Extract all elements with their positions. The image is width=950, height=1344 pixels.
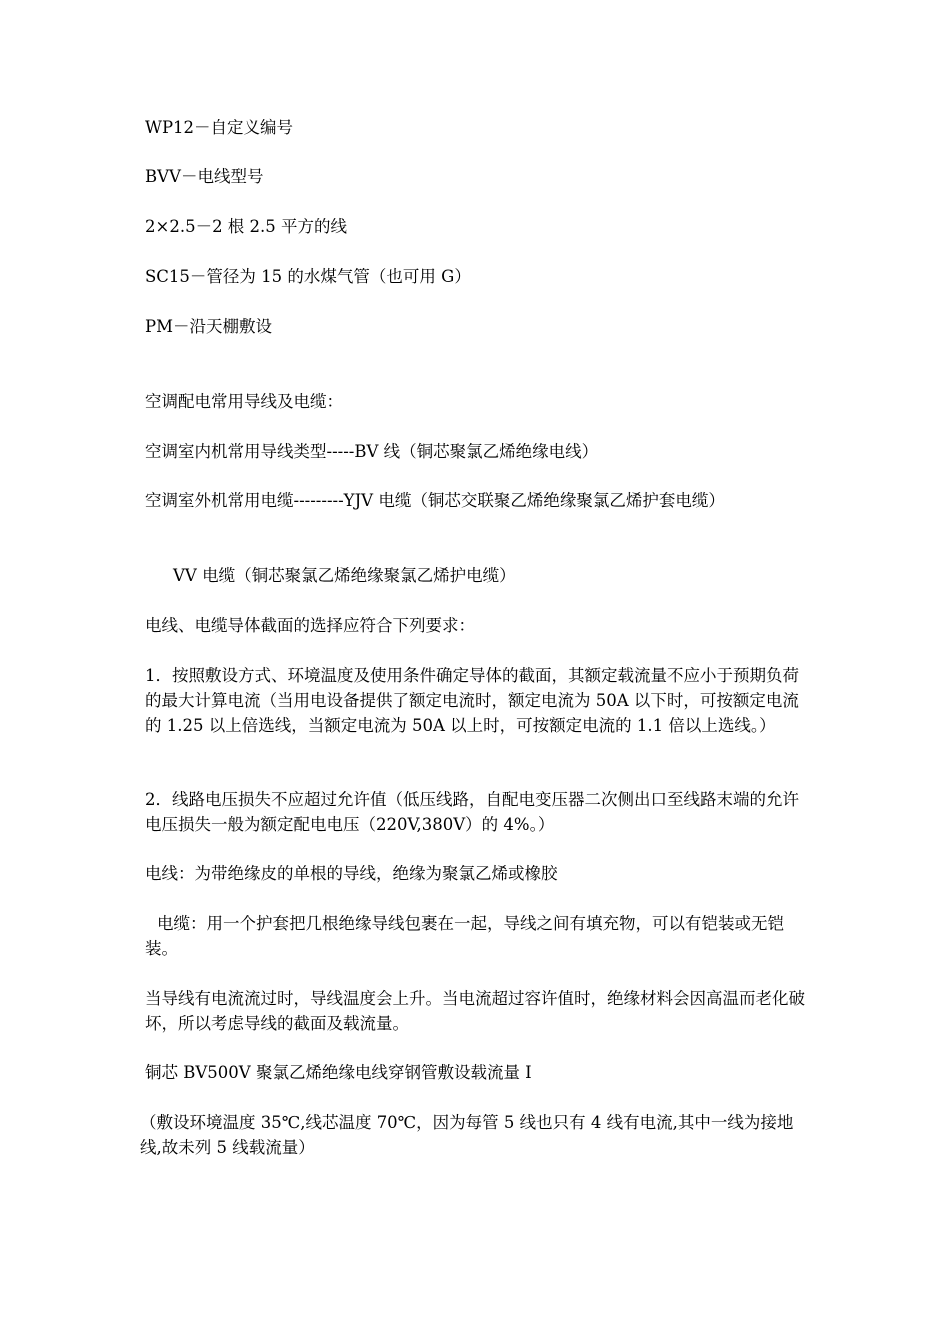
paragraph-wire-size: 2×2.5－2 根 2.5 平方的线	[145, 217, 348, 236]
paragraph-indoor-wire: 空调室内机常用导线类型-----BV 线（铜芯聚氯乙烯绝缘电线）	[145, 442, 599, 461]
paragraph-table-title: 铜芯 BV500V 聚氯乙烯绝缘电线穿钢管敷设载流量 I	[145, 1063, 532, 1082]
paragraph-table-note: （敷设环境温度 35℃,线芯温度 70℃，因为每管 5 线也只有 4 线有电流,其中一线为接地线,故未列 5 线载流量）	[140, 1113, 794, 1157]
paragraph-ac-heading: 空调配电常用导线及电缆：	[145, 392, 343, 411]
paragraph-bvv: BVV－电线型号	[145, 167, 264, 186]
paragraph-requirements-heading: 电线、电缆导体截面的选择应符合下列要求：	[145, 616, 475, 635]
paragraph-wire-definition: 电线：为带绝缘皮的单根的导线，绝缘为聚氯乙烯或橡胶	[145, 864, 558, 883]
paragraph-pm: PM－沿天棚敷设	[145, 317, 272, 336]
paragraph-vv-cable: VV 电缆（铜芯聚氯乙烯绝缘聚氯乙烯护电缆）	[173, 566, 516, 585]
paragraph-requirement-1: 1．按照敷设方式、环境温度及使用条件确定导体的截面，其额定载流量不应小于预期负荷的最大计算电流（当用电设备提供了额定电流时，额定电流为 50A 以下时，可按额定电流的 1.25 以上倍选线，当额定电流为 50A 以上时，可按额定电流的 1.1 倍以上选线。）	[145, 666, 799, 735]
paragraph-temperature-note: 当导线有电流流过时，导线温度会上升。当电流超过容许值时，绝缘材料会因高温而老化破坏，所以考虑导线的截面及载流量。	[145, 989, 805, 1033]
paragraph-sc15: SC15－管径为 15 的水煤气管（也可用 G）	[145, 267, 471, 286]
paragraph-outdoor-cable: 空调室外机常用电缆---------YJV 电缆（铜芯交联聚乙烯绝缘聚氯乙烯护套电缆）	[145, 491, 725, 510]
paragraph-wp12: WP12－自定义编号	[145, 118, 294, 137]
paragraph-requirement-2: 2．线路电压损失不应超过允许值（低压线路，自配电变压器二次侧出口至线路末端的允许电压损失一般为额定配电电压（220V,380V）的 4%。）	[145, 790, 799, 834]
paragraph-cable-definition: 电缆：用一个护套把几根绝缘导线包裹在一起，导线之间有填充物，可以有铠装或无铠装。	[145, 914, 784, 958]
